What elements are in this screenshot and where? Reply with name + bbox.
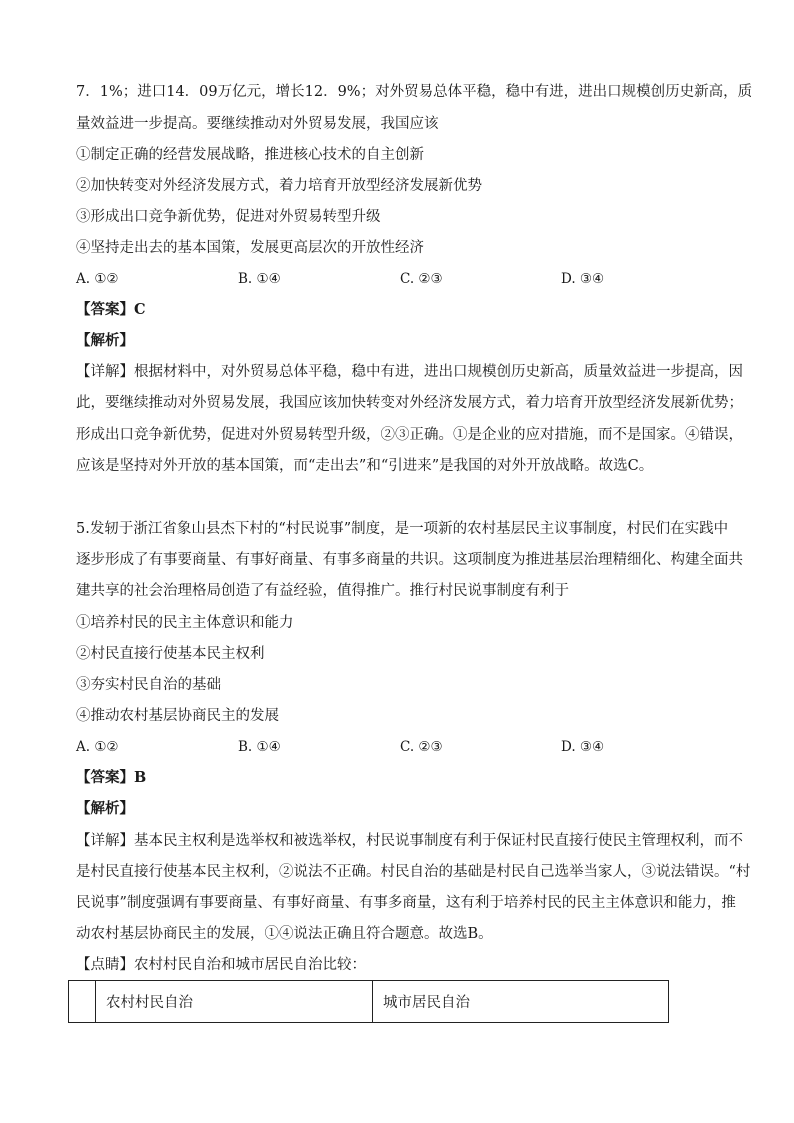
q5-statement-4: ④推动农村基层协商民主的发展 [76, 708, 279, 724]
q4-answer: 【答案】C [76, 301, 146, 318]
q4-statement-1: ①制定正确的经营发展战略，推进核心技术的自主创新 [76, 147, 424, 163]
q5-statement-2: ②村民直接行使基本民主权利 [76, 646, 265, 662]
q4-statement-3: ③形成出口竞争新优势，促进对外贸易转型升级 [76, 209, 381, 225]
q5-detail-line-1: 【详解】基本民主权利是选举权和被选举权，村民说事制度有利于保证村民直接行使民主管理权利，而不 [76, 833, 743, 849]
q5-detail-line-2: 是村民直接行使基本民主权利，②说法不正确。村民自治的基础是村民自己选举当家人，③说法错误。“村 [76, 864, 751, 880]
q4-statement-2: ②加快转变对外经济发展方式，着力培育开放型经济发展新优势 [76, 178, 482, 194]
comparison-table [68, 980, 669, 1023]
q5-option-c: C. ②③ [400, 739, 443, 755]
q4-statement-4: ④坚持走出去的基本国策，发展更高层次的开放性经济 [76, 240, 424, 256]
q5-option-a: A. ①② [76, 739, 119, 755]
table-header-rural: 农村村民自治 [96, 981, 373, 1023]
q5-detail-line-4: 动农村基层协商民主的发展，①④说法正确且符合题意。故选B。 [76, 926, 493, 942]
table-row [69, 981, 669, 1023]
q5-answer: 【答案】B [76, 769, 147, 786]
q4-detail-line-4: 应该是坚持对外开放的基本国策，而“走出去”和“引进来”是我国的对外开放战略。故选C。 [76, 458, 654, 474]
q4-detail-line-2: 此，要继续推动对外贸易发展，我国应该加快转变对外经济发展方式，着力培育开放型经济发展新优势； [76, 395, 743, 411]
q5-stem-line-3: 建共享的社会治理格局创造了有益经验，值得推广。推行村民说事制度有利于 [76, 583, 569, 599]
q5-detail-line-3: 民说事”制度强调有事要商量、有事好商量、有事多商量，这有利于培养村民的民主主体意识和能力，推 [76, 895, 736, 911]
q5-statement-1: ①培养村民的民主主体意识和能力 [76, 615, 294, 631]
q5-statement-3: ③夯实村民自治的基础 [76, 677, 221, 693]
q4-stem-line-2: 量效益进一步提高。要继续推动对外贸易发展，我国应该 [76, 116, 439, 132]
q4-analysis-heading: 【解析】 [76, 332, 134, 349]
table-header-urban: 城市居民自治 [373, 981, 669, 1023]
q5-stem-line-1: 5.发轫于浙江省象山县杰下村的“村民说事”制度，是一项新的农村基层民主议事制度，村民们在实践中 [76, 521, 729, 537]
q5-option-b: B. ①④ [238, 739, 281, 755]
q4-detail-line-3: 形成出口竞争新优势，促进对外贸易转型升级，②③正确。①是企业的应对措施，而不是国家。④错误， [76, 427, 743, 443]
q4-option-a: A. ①② [76, 271, 119, 287]
table-cell-blank [69, 981, 96, 1023]
q5-dianjing: 【点睛】农村村民自治和城市居民自治比较： [76, 957, 366, 973]
q4-stem-line-1: 7．1%；进口14．09万亿元，增长12．9%；对外贸易总体平稳，稳中有进，进出口规模创历史新高，质 [76, 84, 753, 100]
q4-option-b: B. ①④ [238, 271, 281, 287]
q4-detail-line-1: 【详解】根据材料中，对外贸易总体平稳，稳中有进，进出口规模创历史新高，质量效益进一步提高，因 [76, 364, 743, 380]
q5-option-d: D. ③④ [561, 739, 605, 755]
q5-analysis-heading: 【解析】 [76, 800, 134, 817]
q5-stem-line-2: 逐步形成了有事要商量、有事好商量、有事多商量的共识。这项制度为推进基层治理精细化、构建全面共 [76, 552, 743, 568]
q4-option-c: C. ②③ [400, 271, 443, 287]
q4-option-d: D. ③④ [561, 271, 605, 287]
